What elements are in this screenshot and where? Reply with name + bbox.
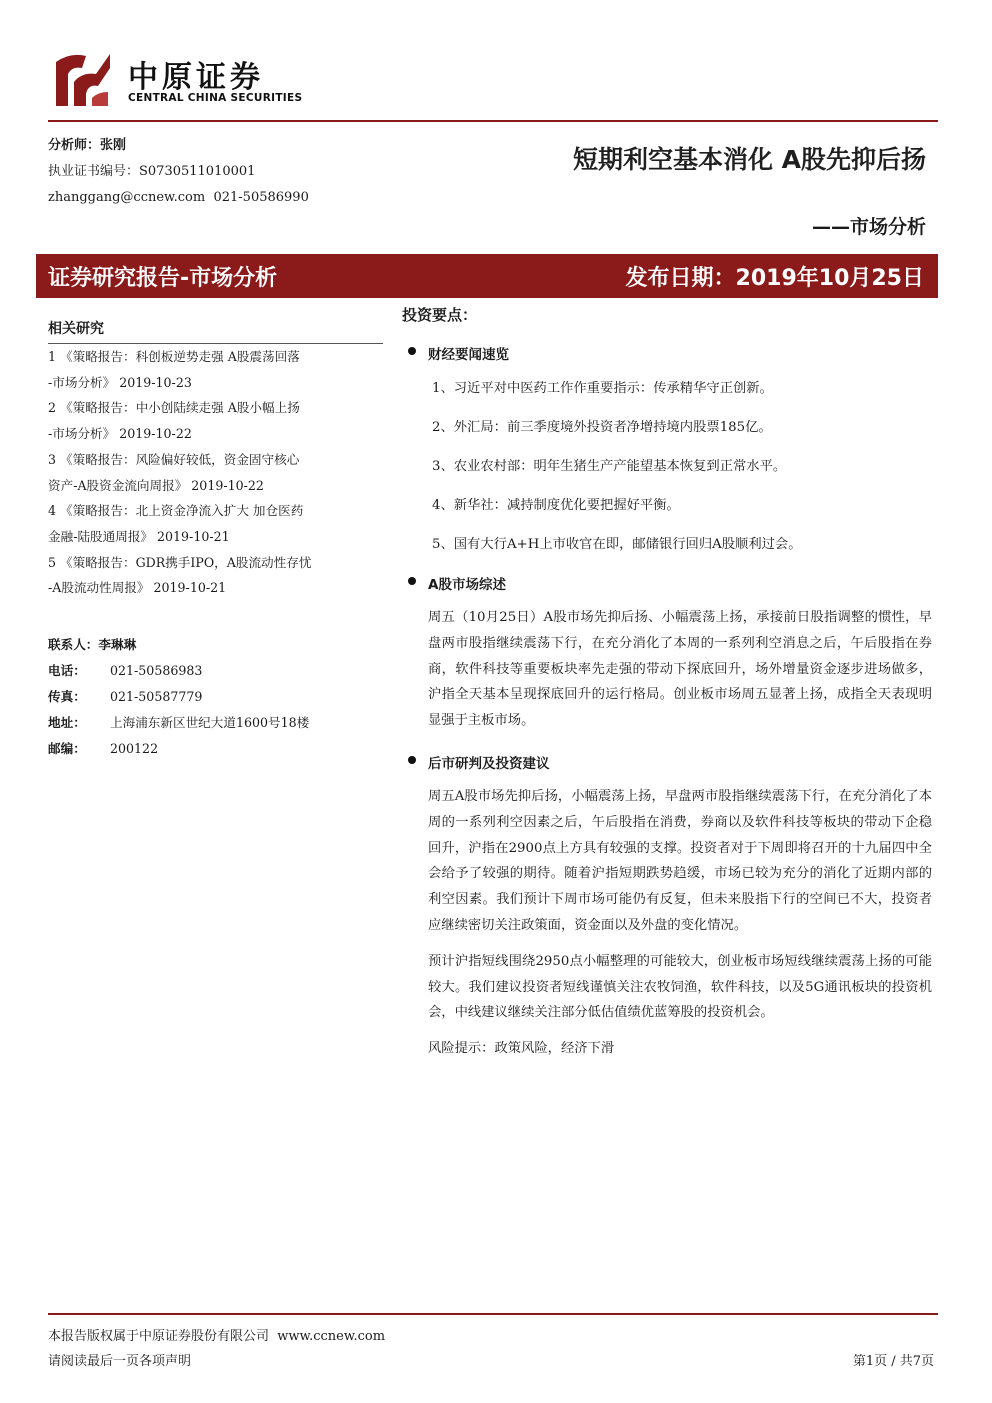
company-logo — [52, 48, 312, 110]
related-line: -市场分析》 2019-10-23 — [48, 374, 192, 390]
related-line: 2 《策略报告：中小创陆续走强 A股小幅上扬 — [48, 400, 300, 416]
news-item: 2、外汇局：前三季度境外投资者净增持境内股票185亿。 — [432, 420, 772, 435]
outlook-text: 周五A股市场先抑后扬，小幅震荡上扬，早盘两市股指继续震荡下行，在充分消化了本周的一系列利空因素之后，午后股指在消费，券商以及软件科技等板块的带动下企稳回升，沪指在2900点上方具有较强的支撑。投资者对于下周即将召开的十九届四中全会给予了较强的期待。随着沪指短期跌势趋缓，市场已较为充分的消化了近期内部的利空因素。我们预计下周市场可能仍有反复，但未来股指下行的空间已不大，投资者应继续密切关注政策面，资金面以及外盘的变化情况。 — [428, 788, 932, 933]
publish-date: 发布日期：2019年10月25日 — [625, 266, 924, 291]
related-heading: 相关研究 — [48, 318, 383, 344]
logo-name-cn: 中原证券 — [128, 60, 264, 95]
news-item: 5、国有大行A+H上市收官在即，邮储银行回归A股顺利过会。 — [432, 537, 802, 552]
analyst-cert: 执业证书编号：S0730511010001 — [48, 164, 256, 179]
contact-person: 李琳琳 — [98, 637, 137, 652]
report-banner — [36, 254, 938, 298]
related-line: 4 《策略报告：北上资金净流入扩大 加仓医药 — [48, 503, 304, 519]
news-item: 3、农业农村部：明年生猪生产产能望基本恢复到正常水平。 — [432, 459, 787, 474]
footer-divider — [48, 1313, 938, 1315]
advice-text: 预计沪指短线围绕2950点小幅整理的可能较大，创业板市场短线继续震荡上扬的可能较大。我们建议投资者短线谨慎关注农牧饲渔，软件科技，以及5G通讯板块的投资机会，中线建议继续关注部分低估值绩优蓝筹股的投资机会。 — [428, 953, 932, 1021]
contact-addr: 上海浦东新区世纪大道1600号18楼 — [110, 715, 310, 730]
contact-fax-label: 传真： — [48, 689, 86, 704]
logo-mark-icon — [52, 48, 114, 110]
analyst-name: 分析师：张刚 — [48, 138, 127, 153]
market-review-text: 周五（10月25日）A股市场先抑后扬、小幅震荡上扬，承接前日股指调整的惯性，早盘两市股指继续震荡下行，在充分消化了本周的一系列利空消息之后，午后股指在券商，软件科技等重要板块率先走强的带动下探底回升，场外增量资金逐步进场做多，沪指全天基本呈现探底回升的运行格局。创业板市场周五显著上扬，成指全天表现明显强于主板市场。 — [428, 610, 932, 729]
contact-tel: 021-50586983 — [110, 663, 203, 678]
news-item: 4、新华社：减持制度优化要把握好平衡。 — [432, 498, 680, 513]
news-item: 1、习近平对中医药工作作重要指示：传承精华守正创新。 — [432, 381, 773, 396]
section-title: 财经要闻速览 — [428, 347, 509, 363]
analyst-contact: zhanggang@ccnew.com 021-50586990 — [48, 190, 309, 205]
analyst-info — [48, 133, 309, 211]
contact-addr-row — [48, 710, 388, 736]
report-category: 证券研究报告-市场分析 — [48, 266, 278, 291]
related-line: 金融-陆股通周报》 2019-10-21 — [48, 528, 230, 544]
header-divider — [48, 120, 938, 122]
related-line: 1 《策略报告：科创板逆势走强 A股震荡回落 — [48, 349, 300, 364]
contact-zip: 200122 — [110, 741, 159, 756]
key-points-heading: 投资要点： — [402, 306, 478, 324]
contact-tel-row — [48, 658, 388, 684]
report-title: 短期利空基本消化 A股先抑后扬 — [572, 145, 926, 174]
contact-fax-row — [48, 684, 388, 710]
related-line: -A股流动性周报》 2019-10-21 — [48, 580, 227, 596]
risk-note: 风险提示：政策风险，经济下滑 — [428, 1041, 615, 1057]
section-title: 后市研判及投资建议 — [428, 755, 550, 772]
report-subtitle: ——市场分析 — [811, 216, 926, 238]
section-title: A股市场综述 — [428, 577, 506, 593]
main-content — [402, 300, 932, 1062]
footer-disclaimer: 请阅读最后一页各项声明 — [48, 1354, 192, 1369]
contact-zip-label: 邮编： — [48, 741, 86, 756]
contact-tel-label: 电话： — [48, 663, 86, 678]
section-outlook — [402, 752, 932, 772]
contact-addr-label: 地址： — [48, 715, 86, 730]
related-line: -市场分析》 2019-10-22 — [48, 426, 192, 442]
bullet-icon — [408, 347, 416, 355]
related-line: 资产-A股资金流向周报》 2019-10-22 — [48, 477, 264, 493]
contact-zip-row — [48, 736, 388, 762]
bullet-icon — [408, 577, 416, 585]
contact-fax: 021-50587779 — [110, 689, 203, 704]
page-number: 第1页 / 共7页 — [852, 1354, 934, 1369]
section-news — [402, 343, 932, 363]
related-line: 3 《策略报告：风险偏好较低，资金固守核心 — [48, 451, 300, 467]
section-market-review — [402, 573, 932, 593]
related-line: 5 《策略报告：GDR携手IPO，A股流动性存忧 — [48, 554, 312, 570]
logo-name-en: CENTRAL CHINA SECURITIES — [128, 92, 303, 104]
contact-info — [48, 632, 388, 762]
contact-person-label: 联系人： — [48, 637, 99, 652]
related-list — [48, 344, 388, 601]
footer-copyright: 本报告版权属于中原证券股份有限公司 www.ccnew.com — [48, 1329, 386, 1344]
bullet-icon — [408, 756, 416, 764]
contact-person-row — [48, 632, 388, 658]
